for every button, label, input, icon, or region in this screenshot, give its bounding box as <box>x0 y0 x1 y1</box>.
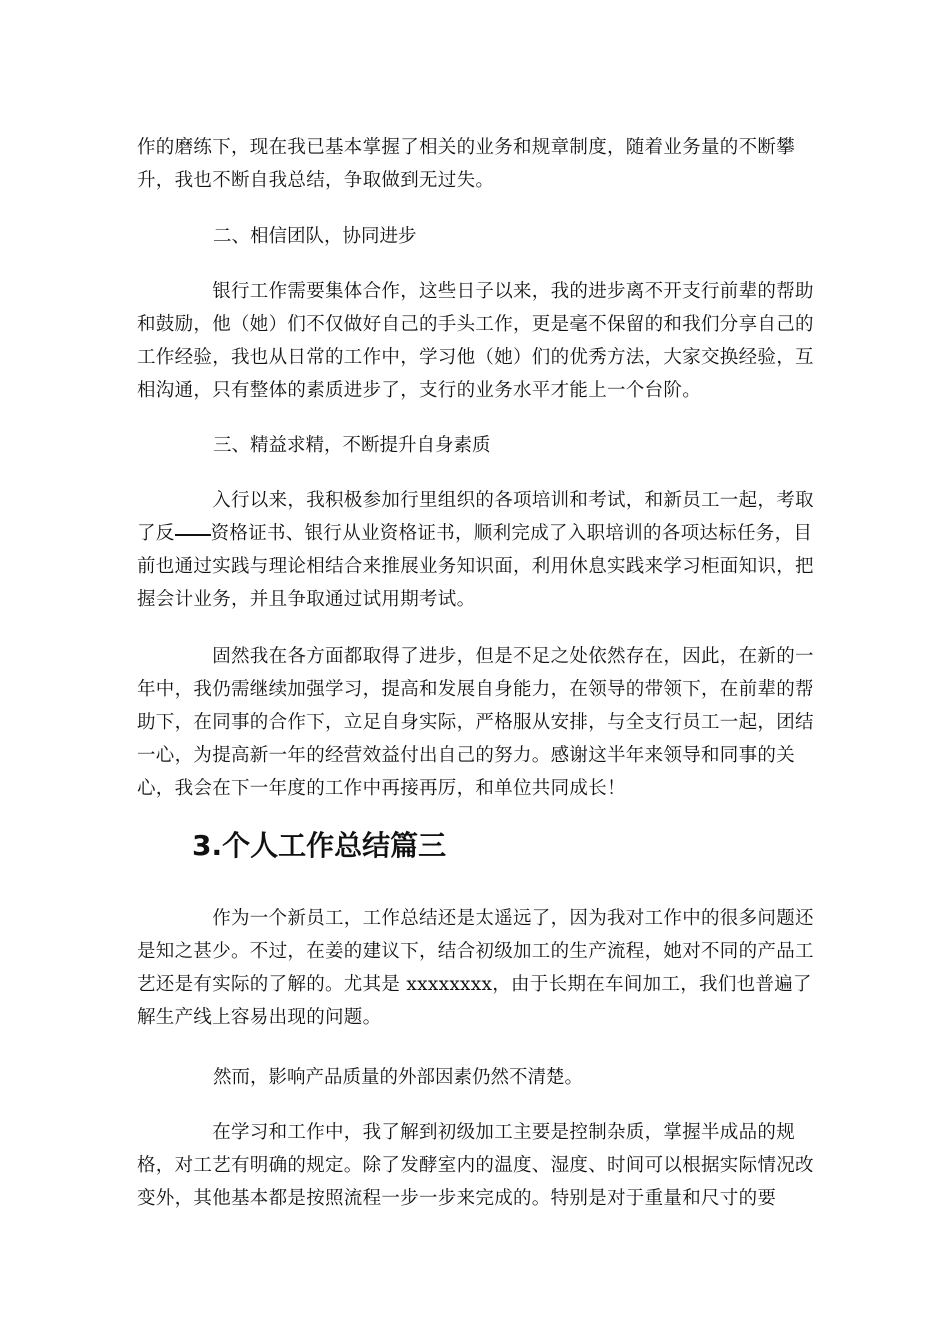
paragraph-external-factors: 然而，影响产品质量的外部因素仍然不清楚。 <box>213 1067 584 1088</box>
paragraph-learning: 在学习和工作中，我了解到初级加工主要是控制杂质，掌握半成品的规格，对工艺有明确的规定。除了发酵室内的温度、湿度、时间可以根据实际情况改变外，其他基本都是按照流程一步一步来完成的。特别是对于重量和尺寸的要 <box>137 1122 814 1209</box>
subheading-teamwork: 二、相信团队，协同进步 <box>213 226 417 247</box>
section-title: 3.个人工作总结篇三 <box>192 829 447 862</box>
paragraph-teamwork: 银行工作需要集体合作，这些日子以来，我的进步离不开支行前辈的帮助和鼓励，他（她）们不仅做好自己的手头工作，更是毫不保留的和我们分享自己的工作经验，我也从日常的工作中，学习他（她）们的优秀方法，大家交换经验，互相沟通，只有整体的素质进步了，支行的业务水平才能上一个台阶。 <box>137 281 814 401</box>
paragraph-new-employee: 作为一个新员工，工作总结还是太遥远了，因为我对工作中的很多问题还是知之甚少。不过，在姜的建议下，结合初级加工的生产流程，她对不同的产品工艺还是有实际的了解的。尤其是 xxxxxxxx，由于长期在车间加工，我们也普遍了解生产线上容易出现的问题。 <box>137 908 814 1028</box>
paragraph-training-part1: 入行以来，我积极参加行里组织的各项培训和考试，和新员工一起，考取了反 <box>137 490 814 544</box>
paragraph-training-part2: 资格证书、银行从业资格证书，顺利完成了入职培训的各项达标任务，目前也通过实践与理论相结合来推展业务知识面，利用休息实践来学习柜面知识，把握会计业务，并且争取通过试用期考试。 <box>137 523 814 610</box>
underline-blank <box>175 534 211 536</box>
paragraph-training <box>137 484 817 616</box>
paragraph-intro-continuation: 作的磨练下，现在我已基本掌握了相关的业务和规章制度，随着业务量的不断攀升，我也不断自我总结，争取做到无过失。 <box>137 137 796 191</box>
paragraph-shortcomings: 固然我在各方面都取得了进步，但是不足之处依然存在，因此，在新的一年中，我仍需继续加强学习，提高和发展自身能力，在领导的带领下，在前辈的帮助下，在同事的合作下，立足自身实际，严格服从安排，与全支行员工一起，团结一心，为提高新一年的经营效益付出自己的努力。感谢这半年来领导和同事的关心，我会在下一年度的工作中再接再厉，和单位共同成长！ <box>137 646 814 799</box>
subheading-self-improvement: 三、精益求精，不断提升自身素质 <box>213 435 491 456</box>
